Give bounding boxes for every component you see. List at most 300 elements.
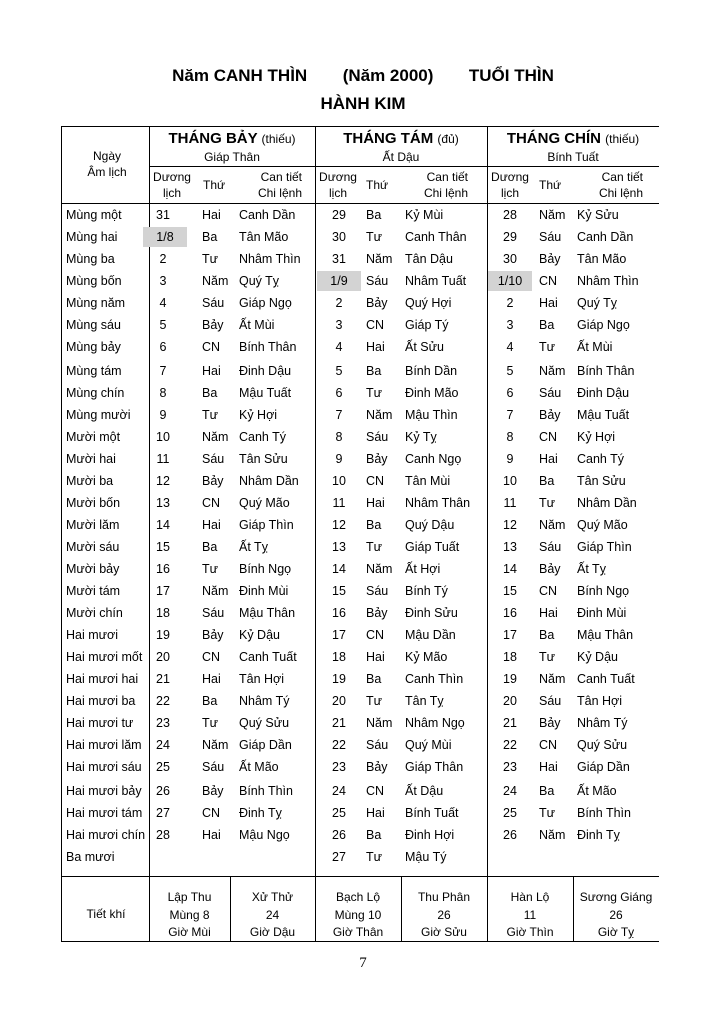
solar-date: 2 [335, 296, 343, 310]
tiet-khi-line: 24 [265, 907, 280, 922]
lunar-day: Hai mươi chín [66, 828, 146, 842]
sub-duong-lich: Dương lịch [319, 170, 357, 200]
month-name: THÁNG BẢY [168, 130, 258, 147]
can-chi: Mậu Dần [405, 628, 456, 642]
solar-date: 12 [156, 474, 170, 488]
weekday: Hai [539, 760, 558, 774]
can-chi: Tân Dậu [405, 252, 453, 266]
can-chi: Kỷ Dậu [577, 650, 618, 664]
can-chi: Nhâm Thìn [239, 252, 301, 266]
can-chi: Kỷ Mùi [405, 208, 444, 222]
page-subtitle: HÀNH KIM [320, 94, 406, 113]
weekday: Năm [539, 828, 566, 842]
weekday: Bảy [539, 562, 561, 576]
weekday: Ba [366, 208, 382, 222]
solar-date: 3 [159, 274, 167, 288]
calendar-row [62, 668, 658, 690]
weekday: CN [202, 340, 221, 354]
solar-date: 1/9 [317, 271, 361, 291]
solar-date: 20 [156, 650, 170, 664]
weekday: CN [366, 784, 385, 798]
solar-date: 26 [156, 784, 170, 798]
can-chi: Mậu Tuất [239, 386, 292, 400]
weekday: Sáu [202, 452, 225, 466]
tiet-khi-item [401, 889, 487, 942]
can-chi: Quý Mùi [405, 738, 452, 752]
can-chi: Bính Thìn [239, 784, 293, 798]
sub-thu: Thứ [539, 178, 562, 192]
weekday: Năm [366, 252, 393, 266]
month-header [487, 130, 659, 147]
weekday: Ba [539, 628, 555, 642]
weekday: Tư [366, 540, 383, 554]
solar-date: 5 [506, 364, 514, 378]
solar-date: 13 [332, 540, 346, 554]
lunar-day: Mùng chín [66, 386, 125, 400]
weekday: Ba [366, 518, 382, 532]
weekday: Sáu [366, 430, 389, 444]
calendar-row [62, 846, 658, 868]
tiet-khi-item [149, 889, 230, 942]
can-chi: Giáp Thìn [239, 518, 294, 532]
weekday: Hai [539, 606, 558, 620]
month-name: THÁNG CHÍN [506, 130, 601, 147]
weekday: Năm [202, 274, 229, 288]
weekday: Sáu [202, 296, 225, 310]
can-chi: Kỷ Mão [405, 650, 448, 664]
weekday: Tư [366, 386, 383, 400]
sub-can-chi: Can tiết Chi lệnh [257, 170, 302, 200]
solar-date: 10 [156, 430, 170, 444]
solar-date: 28 [503, 208, 517, 222]
solar-date: 18 [503, 650, 517, 664]
calendar-row [62, 448, 658, 470]
sub-thu: Thứ [203, 178, 226, 192]
can-chi: Canh Tý [577, 452, 625, 466]
can-chi: Tân Sửu [239, 452, 288, 466]
lunar-day: Mùng năm [66, 296, 126, 310]
weekday: Ba [366, 828, 382, 842]
weekday: Bảy [366, 606, 388, 620]
tiet-khi-line: Xử Thử [251, 890, 294, 904]
calendar-row [62, 580, 658, 602]
can-chi: Quý Sửu [577, 738, 628, 752]
weekday: Năm [366, 716, 393, 730]
can-chi: Kỷ Sửu [577, 208, 619, 222]
solar-date: 3 [335, 318, 343, 332]
weekday: Ba [539, 474, 555, 488]
solar-date: 24 [156, 738, 170, 752]
weekday: Ba [202, 540, 218, 554]
sub-can-chi: Can tiết Chi lệnh [423, 170, 468, 200]
tiet-khi-line: Giờ Thìn [506, 925, 554, 939]
solar-date: 25 [332, 806, 346, 820]
can-chi: Mậu Thân [239, 606, 296, 620]
lunar-day: Hai mươi ba [66, 694, 136, 708]
month-size: (thiếu) [261, 132, 296, 146]
weekday: Sáu [539, 540, 562, 554]
solar-date: 28 [156, 828, 170, 842]
solar-date: 11 [332, 496, 346, 510]
weekday: Tư [539, 496, 556, 510]
solar-date: 16 [503, 606, 517, 620]
lunar-day: Mùng một [66, 208, 122, 222]
weekday: Ba [539, 318, 555, 332]
weekday: Hai [202, 208, 221, 222]
can-chi: Tân Mùi [405, 474, 451, 488]
weekday: Bảy [539, 716, 561, 730]
weekday: Ba [366, 672, 382, 686]
solar-date: 15 [156, 540, 170, 554]
solar-date: 10 [332, 474, 346, 488]
calendar-row [62, 558, 658, 580]
solar-date: 18 [332, 650, 346, 664]
solar-date: 16 [156, 562, 170, 576]
can-chi: Ất Dậu [405, 784, 444, 798]
solar-date: 15 [332, 584, 346, 598]
can-chi: Kỷ Dậu [239, 628, 280, 642]
solar-date: 9 [159, 408, 167, 422]
solar-date: 23 [156, 716, 170, 730]
weekday: Hai [539, 296, 558, 310]
lunar-day: Mười sáu [66, 540, 120, 554]
can-chi: Ất Tỵ [577, 562, 606, 576]
tiet-khi-line: Giờ Mùi [168, 925, 211, 939]
solar-date: 8 [159, 386, 167, 400]
weekday: Ba [202, 386, 218, 400]
calendar-row [62, 204, 658, 226]
solar-date: 4 [506, 340, 514, 354]
can-chi: Tân Mão [577, 252, 627, 266]
can-chi: Canh Tuất [239, 650, 297, 664]
month-can-chi: Bính Tuất [547, 150, 599, 164]
weekday: Bảy [539, 408, 561, 422]
tiet-khi-line: 26 [609, 907, 623, 922]
can-chi: Giáp Dần [577, 760, 630, 774]
row-divider [61, 876, 659, 877]
solar-date: 27 [332, 850, 346, 864]
tiet-khi-line: 11 [523, 907, 537, 922]
solar-date: 17 [156, 584, 170, 598]
can-chi: Ất Mão [239, 760, 279, 774]
tiet-khi-line: Thu Phân [417, 890, 471, 904]
solar-date: 19 [332, 672, 346, 686]
page-number: 7 [359, 955, 367, 971]
weekday: Sáu [539, 230, 562, 244]
weekday: CN [539, 274, 558, 288]
solar-date: 11 [503, 496, 517, 510]
can-chi: Đinh Tỵ [577, 828, 620, 842]
weekday: Bảy [202, 784, 224, 798]
solar-date: 7 [335, 408, 343, 422]
solar-date: 17 [332, 628, 346, 642]
can-chi: Bính Dần [405, 364, 458, 378]
can-chi: Nhâm Dần [239, 474, 299, 488]
weekday: Bảy [366, 452, 388, 466]
sub-duong-lich: Dương lịch [153, 170, 191, 200]
can-chi: Đinh Mão [405, 386, 459, 400]
lunar-day: Mùng mười [66, 408, 131, 422]
weekday: Sáu [366, 738, 389, 752]
solar-date: 19 [503, 672, 517, 686]
tiet-khi-item [315, 889, 401, 942]
weekday: Bảy [366, 760, 388, 774]
can-chi: Đinh Mùi [577, 606, 627, 620]
solar-date: 21 [503, 716, 517, 730]
can-chi: Quý Hợi [405, 296, 452, 310]
can-chi: Canh Dần [239, 208, 296, 222]
lunar-day: Mười tám [66, 584, 121, 598]
lunar-day: Hai mươi tư [66, 716, 134, 730]
tiet-khi-item [230, 889, 315, 942]
can-chi: Giáp Thân [405, 760, 464, 774]
can-chi: Mậu Ngọ [239, 828, 290, 842]
weekday: Tư [539, 650, 556, 664]
tiet-khi-line: Giờ Thân [332, 925, 384, 939]
weekday: Tư [539, 340, 556, 354]
lunar-day: Mười một [66, 430, 121, 444]
tiet-khi-label: Tiết khí [86, 907, 126, 921]
sub-thu: Thứ [366, 178, 389, 192]
tiet-khi-line: Sương Giáng [579, 890, 653, 904]
can-chi: Ất Mùi [577, 340, 613, 354]
calendar-row [62, 734, 658, 756]
weekday: CN [366, 318, 385, 332]
can-chi: Kỷ Tỵ [405, 430, 437, 444]
month-header [315, 130, 487, 147]
lunar-day: Mùng tám [66, 364, 122, 378]
solar-date: 21 [332, 716, 346, 730]
can-chi: Bính Ngọ [577, 584, 630, 598]
title-year-label: Năm [172, 66, 209, 85]
can-chi: Canh Tý [239, 430, 287, 444]
can-chi: Tân Sửu [577, 474, 626, 488]
can-chi: Quý Tỵ [239, 274, 280, 288]
calendar-row [62, 646, 658, 668]
lunar-day: Hai mươi hai [66, 672, 139, 686]
calendar-row [62, 382, 658, 404]
can-chi: Đinh Dậu [239, 364, 292, 378]
lunar-day: Hai mươi mốt [66, 650, 143, 664]
can-chi: Tân Mão [239, 230, 289, 244]
calendar-row [62, 292, 658, 314]
solar-date: 23 [503, 760, 517, 774]
can-chi: Giáp Ngọ [239, 296, 292, 310]
can-chi: Nhâm Thân [405, 496, 471, 510]
weekday: Tư [366, 694, 383, 708]
weekday: Hai [366, 650, 385, 664]
calendar-row [62, 602, 658, 624]
can-chi: Canh Dần [577, 230, 634, 244]
calendar-row [62, 690, 658, 712]
can-chi: Ất Mùi [239, 318, 275, 332]
solar-date: 13 [156, 496, 170, 510]
can-chi: Đinh Tỵ [239, 806, 282, 820]
lunar-day: Hai mươi bảy [66, 784, 142, 798]
weekday: CN [539, 430, 558, 444]
weekday: CN [539, 738, 558, 752]
lunar-day: Hai mươi [66, 628, 118, 642]
tiet-khi-line: Bạch Lộ [335, 890, 381, 904]
lunar-day: Mười hai [66, 452, 116, 466]
calendar-row [62, 226, 658, 248]
calendar-row [62, 336, 658, 358]
lunar-day: Ba mươi [66, 850, 115, 864]
can-chi: Đinh Mùi [239, 584, 289, 598]
weekday: Bảy [202, 628, 224, 642]
calendar-row [62, 404, 658, 426]
weekday: Hai [202, 518, 221, 532]
can-chi: Ất Mão [577, 784, 617, 798]
solar-date: 14 [332, 562, 346, 576]
solar-date: 24 [332, 784, 346, 798]
can-chi: Giáp Tý [405, 318, 449, 332]
weekday: Ba [202, 230, 218, 244]
weekday: Bảy [202, 474, 224, 488]
calendar-row [62, 492, 658, 514]
can-chi: Quý Mão [239, 496, 290, 510]
calendar-row [62, 712, 658, 734]
can-chi: Ất Tỵ [239, 540, 268, 554]
weekday: Năm [539, 518, 566, 532]
solar-date: 8 [506, 430, 514, 444]
can-chi: Nhâm Dần [577, 496, 637, 510]
tiet-khi-line: Giờ Dậu [249, 925, 296, 939]
tiet-khi-item [487, 889, 573, 942]
can-chi: Canh Ngọ [405, 452, 462, 466]
solar-date: 6 [159, 340, 167, 354]
can-chi: Nhâm Thìn [577, 274, 639, 288]
solar-date: 22 [332, 738, 346, 752]
row-divider [149, 166, 659, 167]
can-chi: Giáp Dần [239, 738, 292, 752]
solar-date: 11 [156, 452, 170, 466]
solar-date: 1/8 [143, 227, 187, 247]
weekday: Bảy [366, 296, 388, 310]
solar-date: 21 [156, 672, 170, 686]
weekday: Tư [202, 408, 219, 422]
solar-date: 23 [332, 760, 346, 774]
tiet-khi-line: Mùng 10 [334, 907, 382, 922]
can-chi: Mậu Thìn [405, 408, 458, 422]
can-chi: Quý Tỵ [577, 296, 618, 310]
solar-date: 16 [332, 606, 346, 620]
weekday: Năm [366, 408, 393, 422]
calendar-row [62, 514, 658, 536]
solar-date: 12 [332, 518, 346, 532]
weekday: Tư [202, 252, 219, 266]
tiet-khi-line: Giờ Tỵ [597, 925, 635, 939]
solar-date: 6 [506, 386, 514, 400]
solar-date: 15 [503, 584, 517, 598]
solar-date: 31 [156, 208, 170, 222]
header-am-lich: Âm lịch [87, 165, 127, 179]
weekday: Hai [202, 672, 221, 686]
title-tuoi: TUỔI THÌN [468, 66, 554, 85]
month-can-chi: Ất Dậu [382, 150, 420, 164]
weekday: CN [366, 474, 385, 488]
solar-date: 9 [335, 452, 343, 466]
page-title [0, 66, 726, 86]
month-can-chi: Giáp Thân [204, 150, 260, 164]
weekday: Sáu [202, 760, 225, 774]
can-chi: Kỷ Hợi [577, 430, 616, 444]
calendar-row [62, 756, 658, 778]
month-size: (đủ) [437, 132, 459, 146]
solar-date: 14 [156, 518, 170, 532]
can-chi: Quý Dậu [405, 518, 455, 532]
can-chi: Nhâm Ngọ [405, 716, 465, 730]
tiet-khi-line: 26 [437, 907, 451, 922]
solar-date: 18 [156, 606, 170, 620]
tiet-khi-item [573, 889, 659, 942]
can-chi: Quý Mão [577, 518, 628, 532]
calendar-row [62, 426, 658, 448]
solar-date: 29 [503, 230, 517, 244]
lunar-day: Hai mươi sáu [66, 760, 142, 774]
lunar-day: Hai mươi lăm [66, 738, 142, 752]
solar-date: 22 [156, 694, 170, 708]
calendar-row [62, 536, 658, 558]
can-chi: Kỷ Hợi [239, 408, 278, 422]
solar-date: 19 [156, 628, 170, 642]
weekday: Tư [366, 850, 383, 864]
solar-date: 31 [332, 252, 346, 266]
calendar-row [62, 360, 658, 382]
title-can-chi: CANH THÌN [213, 66, 308, 85]
solar-date: 26 [332, 828, 346, 842]
lunar-day: Mười lăm [66, 518, 120, 532]
weekday: Hai [539, 452, 558, 466]
can-chi: Đinh Dậu [577, 386, 630, 400]
calendar-row [62, 824, 658, 846]
weekday: Năm [202, 430, 229, 444]
solar-date: 27 [156, 806, 170, 820]
lunar-day: Mười bốn [66, 496, 121, 510]
can-chi: Giáp Tuất [405, 540, 460, 554]
solar-date: 30 [332, 230, 346, 244]
can-chi: Ất Sửu [405, 340, 444, 354]
solar-date: 2 [506, 296, 514, 310]
calendar-row [62, 270, 658, 292]
weekday: Năm [539, 208, 566, 222]
can-chi: Mậu Tuất [577, 408, 630, 422]
can-chi: Canh Tuất [577, 672, 635, 686]
can-chi: Bính Thìn [577, 806, 631, 820]
can-chi: Bính Tý [405, 584, 448, 598]
lunar-day: Mười chín [66, 606, 123, 620]
tiet-khi-line: Giờ Sửu [421, 925, 467, 939]
solar-date: 25 [156, 760, 170, 774]
solar-date: 17 [503, 628, 517, 642]
solar-date: 2 [159, 252, 167, 266]
can-chi: Mậu Thân [577, 628, 634, 642]
can-chi: Quý Sửu [239, 716, 290, 730]
solar-date: 26 [503, 828, 517, 842]
weekday: Tư [539, 806, 556, 820]
weekday: Hai [202, 364, 221, 378]
solar-date: 1/10 [488, 271, 532, 291]
weekday: CN [539, 584, 558, 598]
weekday: Năm [202, 738, 229, 752]
can-chi: Mậu Tý [405, 850, 447, 864]
sub-can-chi: Can tiết Chi lệnh [598, 170, 643, 200]
weekday: Hai [202, 828, 221, 842]
calendar-row [62, 624, 658, 646]
weekday: Ba [539, 784, 555, 798]
weekday: Hai [366, 496, 385, 510]
solar-date: 25 [503, 806, 517, 820]
